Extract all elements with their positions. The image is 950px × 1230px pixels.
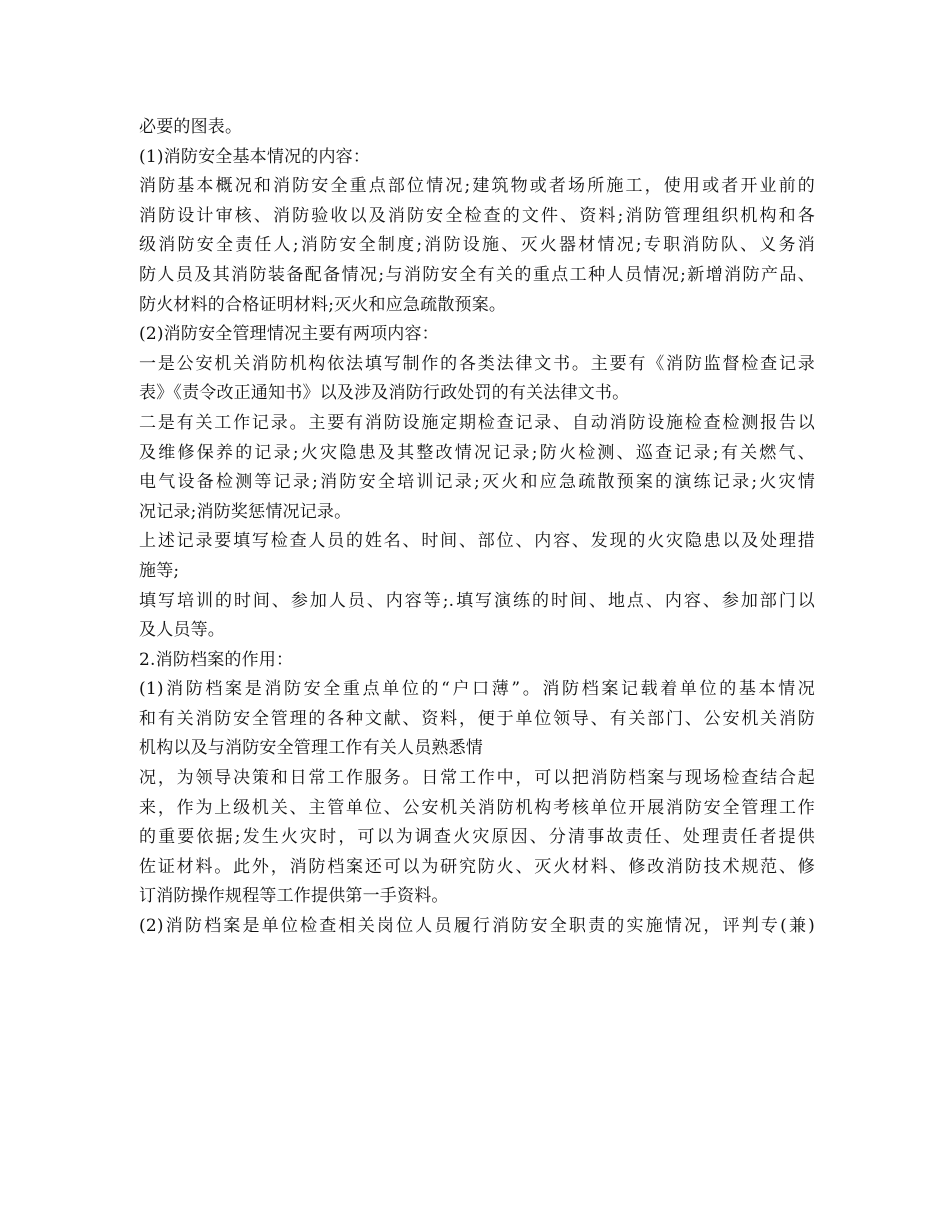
text-line: (1)消防安全基本情况的内容： (139, 146, 371, 167)
text-line: 的重要依据;发生火灾时，可以为调查火灾原因、分清事故责任、处理责任者提供 (139, 827, 815, 848)
text-line: (2)消防档案是单位检查相关岗位人员履行消防安全职责的实施情况，评判专(兼) (139, 916, 815, 937)
text-line: 2.消防档案的作用： (139, 649, 294, 670)
document-body (139, 113, 815, 942)
text-line: 来，作为上级机关、主管单位、公安机关消防机构考核单位开展消防安全管理工作 (139, 797, 815, 818)
text-line: 施等; (139, 560, 180, 581)
text-line: 况记录;消防奖惩情况记录。 (139, 501, 352, 522)
text-line: 上述记录要填写检查人员的姓名、时间、部位、内容、发现的火灾隐患以及处理措 (139, 531, 815, 552)
text-line: 防人员及其消防装备配备情况;与消防安全有关的重点工种人员情况;新增消防产品、 (139, 264, 815, 285)
text-line: 一是公安机关消防机构依法填写制作的各类法律文书。主要有《消防监督检查记录 (139, 353, 815, 374)
text-line: 级消防安全责任人;消防安全制度;消防设施、灭火器材情况;专职消防队、义务消 (139, 235, 815, 256)
text-line: 和有关消防安全管理的各种文献、资料，便于单位领导、有关部门、公安机关消防 (139, 708, 815, 729)
text-line: 消防设计审核、消防验收以及消防安全检查的文件、资料;消防管理组织机构和各 (139, 205, 815, 226)
text-line: (2)消防安全管理情况主要有两项内容： (139, 324, 439, 345)
text-line: 及维修保养的记录;火灾隐患及其整改情况记录;防火检测、巡查记录;有关燃气、 (139, 442, 815, 463)
text-line: 防火材料的合格证明材料;灭火和应急疏散预案。 (139, 294, 507, 315)
text-line: 表》《责令改正通知书》以及涉及消防行政处罚的有关法律文书。 (139, 383, 630, 404)
text-line: 填写培训的时间、参加人员、内容等;.填写演练的时间、地点、内容、参加部门以 (139, 590, 815, 611)
text-line: 佐证材料。此外，消防档案还可以为研究防火、灭火材料、修改消防技术规范、修 (139, 856, 815, 877)
text-line: 消防基本概况和消防安全重点部位情况;建筑物或者场所施工，使用或者开业前的 (139, 176, 815, 197)
text-line: 及人员等。 (139, 620, 225, 641)
text-line: 必要的图表。 (139, 117, 243, 137)
text-line: 电气设备检测等记录;消防安全培训记录;灭火和应急疏散预案的演练记录;火灾情 (139, 472, 815, 493)
text-line: 机构以及与消防安全管理工作有关人员熟悉情 (139, 738, 483, 759)
text-line: 二是有关工作记录。主要有消防设施定期检查记录、自动消防设施检查检测报告以 (139, 412, 815, 433)
text-line: 订消防操作规程等工作提供第一手资料。 (139, 886, 449, 907)
text-line: 况，为领导决策和日常工作服务。日常工作中，可以把消防档案与现场检查结合起 (139, 768, 815, 789)
text-line: (1)消防档案是消防安全重点单位的“户口薄”。消防档案记载着单位的基本情况 (139, 679, 815, 700)
